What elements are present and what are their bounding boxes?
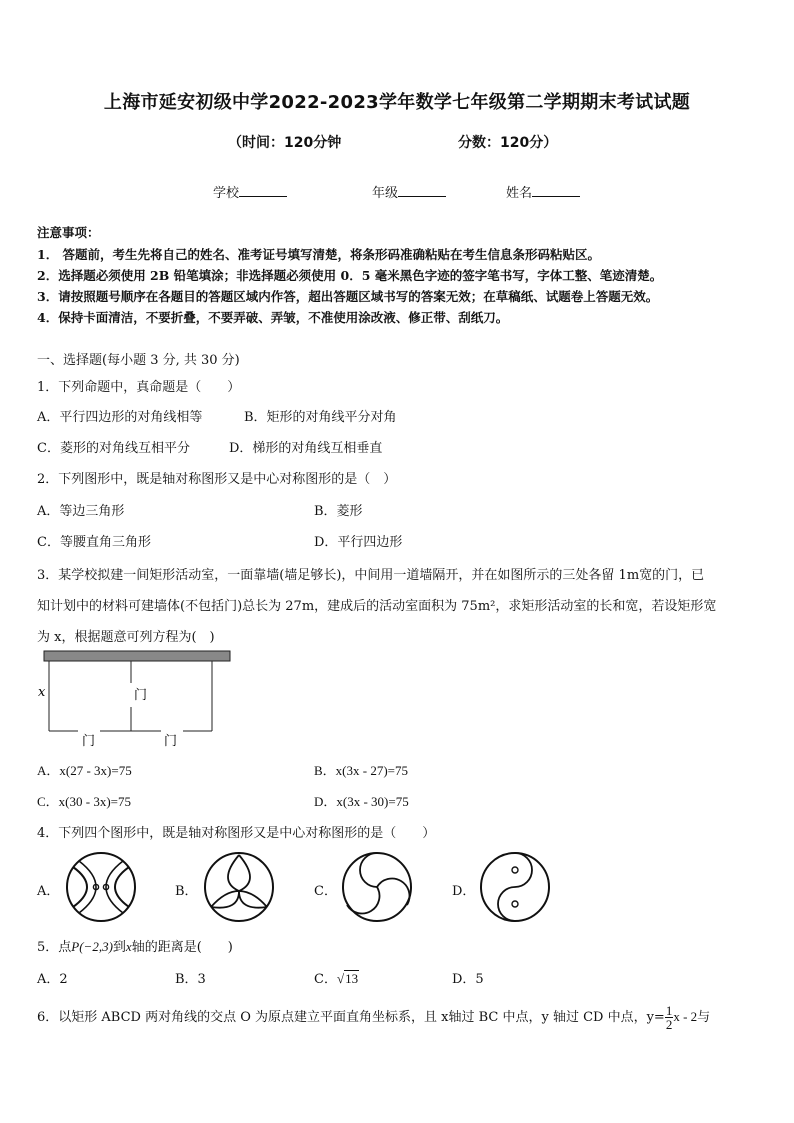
school-field — [213, 182, 287, 201]
q5-stem-post: 轴的距离是( ) — [131, 940, 233, 955]
exam-score: 分数：120分） — [458, 135, 558, 151]
q4-figure-d — [479, 851, 551, 923]
school-label: 学校 — [213, 186, 240, 201]
q5-stem-mid: 到 — [112, 940, 126, 955]
q3-option-b: B．x(3x - 27)=75 — [314, 763, 408, 778]
q4-option-b-label: B． — [175, 884, 198, 899]
name-field — [506, 182, 580, 201]
q1-option-a: A．平行四边形的对角线相等 — [37, 410, 203, 425]
exam-time: （时间：120分钟 — [228, 135, 342, 151]
section-title: 一、选择题(每小题 3 分, 共 30 分) — [37, 353, 240, 368]
notice-item: 4．保持卡面清洁，不要折叠，不要弄破、弄皱，不准使用涂改液、修正带、刮纸刀。 — [37, 310, 509, 325]
q3-option-d: D．x(3x - 30)=75 — [314, 794, 409, 809]
q5-option-a: A．2 — [37, 972, 68, 987]
q5-option-c-prefix: C． — [314, 972, 337, 987]
q1-option-c: C．菱形的对角线互相平分 — [37, 441, 190, 456]
q3-stem-line2: 知计划中的材料可建墙体(不包括门)总长为 27m，建成后的活动室面积为 75m²，求矩形活动室的长和宽，若设矩形宽 — [37, 599, 717, 614]
q4-option-a-label: A． — [37, 884, 60, 899]
exam-title: 上海市延安初级中学2022-2023学年数学七年级第二学期期末考试试题 — [103, 92, 691, 113]
q4-figure-a — [65, 851, 137, 923]
q1-stem: 1．下列命题中，真命题是（ ） — [37, 380, 241, 395]
q3-stem-line3: 为 x，根据题意可列方程为( ) — [37, 630, 215, 645]
notice-item: 1． 答题前，考生先将自己的姓名、准考证号填写清楚，将条形码准确粘贴在考生信息条形码粘贴区。 — [37, 247, 601, 262]
q6-stem — [37, 1004, 710, 1031]
q2-option-d: D．平行四边形 — [314, 535, 403, 550]
q4-figure-c — [341, 851, 413, 923]
q1-option-d: D．梯形的对角线互相垂直 — [229, 441, 383, 456]
q4-stem: 4．下列四个图形中，既是轴对称图形又是中心对称图形的是（ ） — [37, 826, 436, 841]
door-label-left: 门 — [82, 734, 96, 749]
sqrt-symbol: √ — [336, 971, 345, 986]
door-label-right: 门 — [164, 734, 178, 749]
grade-blank — [398, 185, 446, 197]
q3-stem-line1: 3．某学校拟建一间矩形活动室，一面靠墙(墙足够长)，中间用一道墙隔开，并在如图所示的三处各留 1m宽的门，已 — [37, 568, 705, 583]
q2-stem: 2．下列图形中，既是轴对称图形又是中心对称图形的是（ ） — [37, 472, 397, 487]
q2-option-c: C．等腰直角三角形 — [37, 535, 151, 550]
grade-field — [372, 182, 446, 201]
q2-option-a: A．等边三角形 — [37, 504, 125, 519]
q4-option-c-label: C． — [314, 884, 337, 899]
q5-option-b: B．3 — [175, 972, 206, 987]
name-label: 姓名 — [506, 186, 533, 201]
q5-option-c — [314, 968, 359, 987]
notice-item: 2．选择题必须使用 2B 铅笔填涂；非选择题必须使用 0．5 毫米黑色字迹的签字笔书写，字体工整、笔迹清楚。 — [37, 268, 663, 283]
q3-option-a: A．x(27 - 3x)=75 — [37, 763, 132, 778]
q5-stem-pre: 5．点 — [37, 940, 72, 955]
q3-option-c: C．x(30 - 3x)=75 — [37, 794, 131, 809]
q6-fraction-numerator: 1 — [665, 1003, 673, 1018]
door-label-middle: 门 — [134, 688, 148, 703]
q6-tail: x - 2与 — [673, 1009, 711, 1024]
wall-bar — [44, 651, 230, 661]
grade-label: 年级 — [372, 186, 399, 201]
q6-fraction-denominator: 2 — [665, 1017, 673, 1032]
q5-option-c-radicand: 13 — [345, 971, 359, 986]
x-label: x — [38, 685, 46, 700]
q4-option-d-label: D． — [452, 884, 476, 899]
q4-figure-b — [203, 851, 275, 923]
q5-point: P(−2,3) — [71, 939, 113, 954]
q6-text: 6．以矩形 ABCD 两对角线的交点 O 为原点建立平面直角坐标系，且 x轴过 BC 中点，y 轴过 CD 中点，y= — [37, 1010, 665, 1025]
notice-heading: 注意事项： — [37, 225, 100, 240]
q5-stem — [37, 936, 233, 955]
name-blank — [532, 185, 580, 197]
school-blank — [239, 185, 287, 197]
notice-item: 3．请按照题号顺序在各题目的答题区域内作答，超出答题区域书写的答案无效；在草稿纸、试题卷上答题无效。 — [37, 289, 659, 304]
q5-axis: x — [125, 939, 132, 954]
q1-option-b: B．矩形的对角线平分对角 — [244, 410, 397, 425]
q3-room-diagram — [30, 645, 240, 750]
q5-option-d: D．5 — [452, 972, 484, 987]
q2-option-b: B．菱形 — [314, 504, 363, 519]
